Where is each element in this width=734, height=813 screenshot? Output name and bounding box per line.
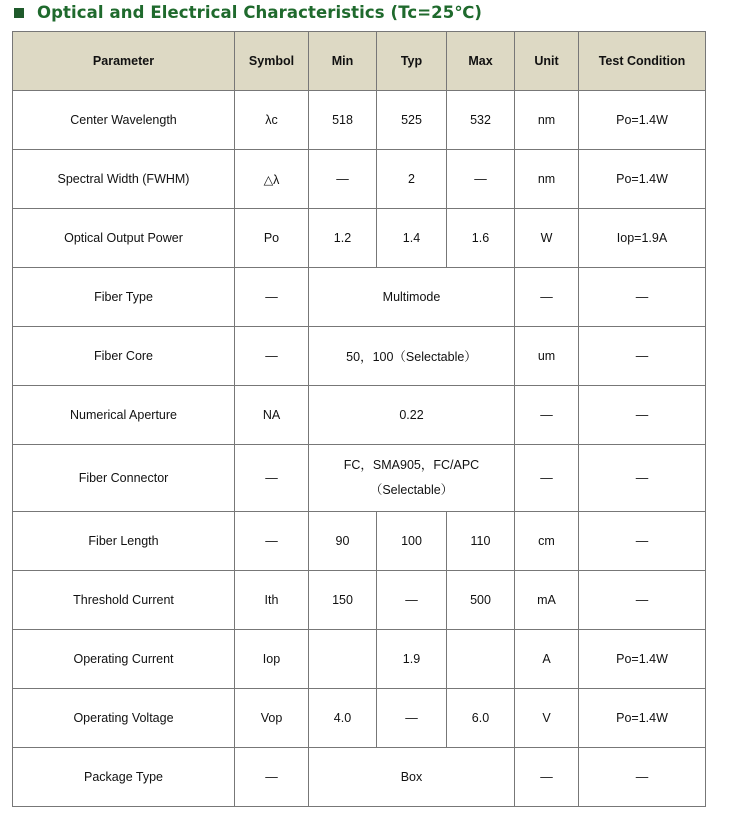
typ-cell: 525 xyxy=(377,91,447,150)
min-cell xyxy=(309,630,377,689)
condition-cell: Po=1.4W xyxy=(579,689,706,748)
table-row xyxy=(13,386,706,445)
parameter-cell: Operating Current xyxy=(13,630,235,689)
condition-cell: Po=1.4W xyxy=(579,630,706,689)
unit-cell: nm xyxy=(515,150,579,209)
table-row xyxy=(13,571,706,630)
value-cell xyxy=(309,445,515,512)
symbol-cell: Vop xyxy=(235,689,309,748)
parameter-cell: Numerical Aperture xyxy=(13,386,235,445)
column-header: Min xyxy=(309,32,377,91)
max-cell: — xyxy=(447,150,515,209)
parameter-cell: Fiber Core xyxy=(13,327,235,386)
condition-cell: Po=1.4W xyxy=(579,91,706,150)
table-row xyxy=(13,748,706,807)
symbol-cell: — xyxy=(235,512,309,571)
unit-cell: W xyxy=(515,209,579,268)
symbol-cell: — xyxy=(235,748,309,807)
symbol-cell: — xyxy=(235,268,309,327)
parameter-cell: Spectral Width (FWHM) xyxy=(13,150,235,209)
condition-cell: — xyxy=(579,386,706,445)
max-cell: 6.0 xyxy=(447,689,515,748)
min-cell: 1.2 xyxy=(309,209,377,268)
table-row xyxy=(13,150,706,209)
table-row xyxy=(13,91,706,150)
typ-cell: 1.4 xyxy=(377,209,447,268)
min-cell: 150 xyxy=(309,571,377,630)
table-row xyxy=(13,268,706,327)
symbol-cell: △λ xyxy=(235,150,309,209)
unit-cell: — xyxy=(515,386,579,445)
value-line: （Selectable） xyxy=(369,483,454,497)
condition-cell: — xyxy=(579,748,706,807)
column-header: Test Condition xyxy=(579,32,706,91)
square-bullet-icon xyxy=(14,8,24,18)
condition-cell: Po=1.4W xyxy=(579,150,706,209)
max-cell: 500 xyxy=(447,571,515,630)
condition-cell: — xyxy=(579,268,706,327)
parameter-cell: Center Wavelength xyxy=(13,91,235,150)
condition-cell: — xyxy=(579,571,706,630)
value-cell: 0.22 xyxy=(309,386,515,445)
unit-cell: V xyxy=(515,689,579,748)
max-cell: 1.6 xyxy=(447,209,515,268)
parameter-cell: Package Type xyxy=(13,748,235,807)
condition-cell: — xyxy=(579,445,706,512)
typ-cell: 100 xyxy=(377,512,447,571)
unit-cell: — xyxy=(515,268,579,327)
value-cell: 50，100（Selectable） xyxy=(309,327,515,386)
symbol-cell: — xyxy=(235,445,309,512)
column-header: Symbol xyxy=(235,32,309,91)
value-line: FC，SMA905，FC/APC xyxy=(343,458,480,472)
section-heading xyxy=(14,0,482,24)
table-row xyxy=(13,327,706,386)
symbol-cell: Ith xyxy=(235,571,309,630)
parameter-cell: Optical Output Power xyxy=(13,209,235,268)
table-row xyxy=(13,630,706,689)
condition-cell: — xyxy=(579,512,706,571)
column-header: Typ xyxy=(377,32,447,91)
characteristics-table xyxy=(12,31,706,807)
table-row xyxy=(13,209,706,268)
table-row xyxy=(13,689,706,748)
unit-cell: mA xyxy=(515,571,579,630)
table-row xyxy=(13,445,706,512)
symbol-cell: Po xyxy=(235,209,309,268)
unit-cell: nm xyxy=(515,91,579,150)
value-cell: Box xyxy=(309,748,515,807)
typ-cell: 1.9 xyxy=(377,630,447,689)
unit-cell: cm xyxy=(515,512,579,571)
typ-cell: — xyxy=(377,571,447,630)
typ-cell: 2 xyxy=(377,150,447,209)
unit-cell: — xyxy=(515,748,579,807)
parameter-cell: Fiber Connector xyxy=(13,445,235,512)
max-cell xyxy=(447,630,515,689)
min-cell: 90 xyxy=(309,512,377,571)
symbol-cell: Iop xyxy=(235,630,309,689)
unit-cell: um xyxy=(515,327,579,386)
unit-cell: A xyxy=(515,630,579,689)
value-cell: Multimode xyxy=(309,268,515,327)
min-cell: 518 xyxy=(309,91,377,150)
symbol-cell: — xyxy=(235,327,309,386)
symbol-cell: λc xyxy=(235,91,309,150)
symbol-cell: NA xyxy=(235,386,309,445)
min-cell: — xyxy=(309,150,377,209)
unit-cell: — xyxy=(515,445,579,512)
condition-cell: — xyxy=(579,327,706,386)
parameter-cell: Fiber Length xyxy=(13,512,235,571)
max-cell: 532 xyxy=(447,91,515,150)
condition-cell: Iop=1.9A xyxy=(579,209,706,268)
table-header-row xyxy=(13,32,706,91)
column-header: Parameter xyxy=(13,32,235,91)
parameter-cell: Threshold Current xyxy=(13,571,235,630)
typ-cell: — xyxy=(377,689,447,748)
parameter-cell: Operating Voltage xyxy=(13,689,235,748)
section-title: Optical and Electrical Characteristics (Tc=25℃) xyxy=(37,2,483,22)
column-header: Max xyxy=(447,32,515,91)
max-cell: 110 xyxy=(447,512,515,571)
min-cell: 4.0 xyxy=(309,689,377,748)
table-row xyxy=(13,512,706,571)
parameter-cell: Fiber Type xyxy=(13,268,235,327)
column-header: Unit xyxy=(515,32,579,91)
